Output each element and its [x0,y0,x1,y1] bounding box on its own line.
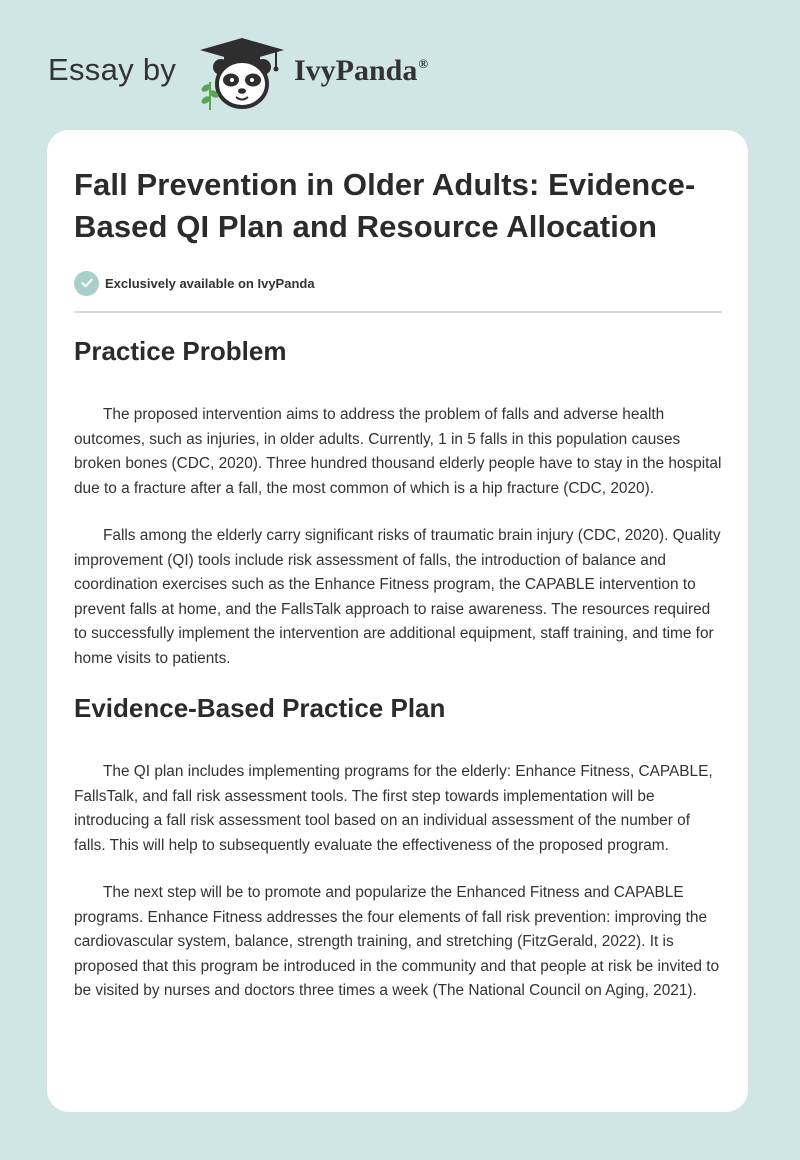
exclusive-badge [74,270,722,296]
brand-prefix: Essay by [48,52,177,87]
title-divider [74,311,722,313]
paragraph: The QI plan includes implementing programs for the elderly: Enhance Fitness, CAPABLE, FallsTalk, and fall risk assessment tools. The first step towards implementation will be introducing a fall risk assessment tool based on an individual assessment of the number of falls. This will help to subsequently evaluate the effectiveness of the proposed program. [74,763,713,854]
article-card [47,130,748,1112]
check-circle-icon [74,271,99,296]
brand-name[interactable] [294,54,428,88]
paragraph: The proposed intervention aims to address the problem of falls and adverse health outcomes, such as injuries, in older adults. Currently, 1 in 5 falls in this population causes broken bones (CDC, 2020). Three hundred thousand elderly people have to stay in the hospital due to a fracture after a fall, the most common of which is a hip fracture (CDC, 2020). [74,406,722,497]
registered-mark: ® [418,56,429,71]
paragraph: Falls among the elderly carry significant risks of traumatic brain injury (CDC, 2020). Quality improvement (QI) tools include risk assessment of falls, the introduction of balance and coordination exercises such as the Enhance Fitness program, the CAPABLE intervention to prevent falls at home, and the FallsTalk approach to raise awareness. The resources required to successfully implement the intervention are additional equipment, staff training, and time for home visits to patients. [74,527,721,667]
exclusive-badge-label: Exclusively available on IvyPanda [105,275,315,291]
article-title: Fall Prevention in Older Adults: Evidence-Based QI Plan and Resource Allocation [74,167,696,244]
site-header [0,0,800,130]
section-heading: Practice Problem [74,336,287,366]
section-heading: Evidence-Based Practice Plan [74,693,446,723]
paragraph: The next step will be to promote and popularize the Enhanced Fitness and CAPABLE programs. Enhance Fitness addresses the four elements of fall risk prevention: improving the cardiovascular system, balance, strength training, and stretching (FitzGerald, 2022). It is proposed that this program be introduced in the community and that people at risk be invited to be visited by nurses and doctors three times a week (The National Council on Aging, 2021). [74,884,720,999]
panda-graduate-icon[interactable] [196,36,288,110]
brand-name-text: IvyPanda [294,54,418,87]
section-evidence-based-practice-plan [74,691,722,1004]
section-practice-problem [74,334,722,671]
